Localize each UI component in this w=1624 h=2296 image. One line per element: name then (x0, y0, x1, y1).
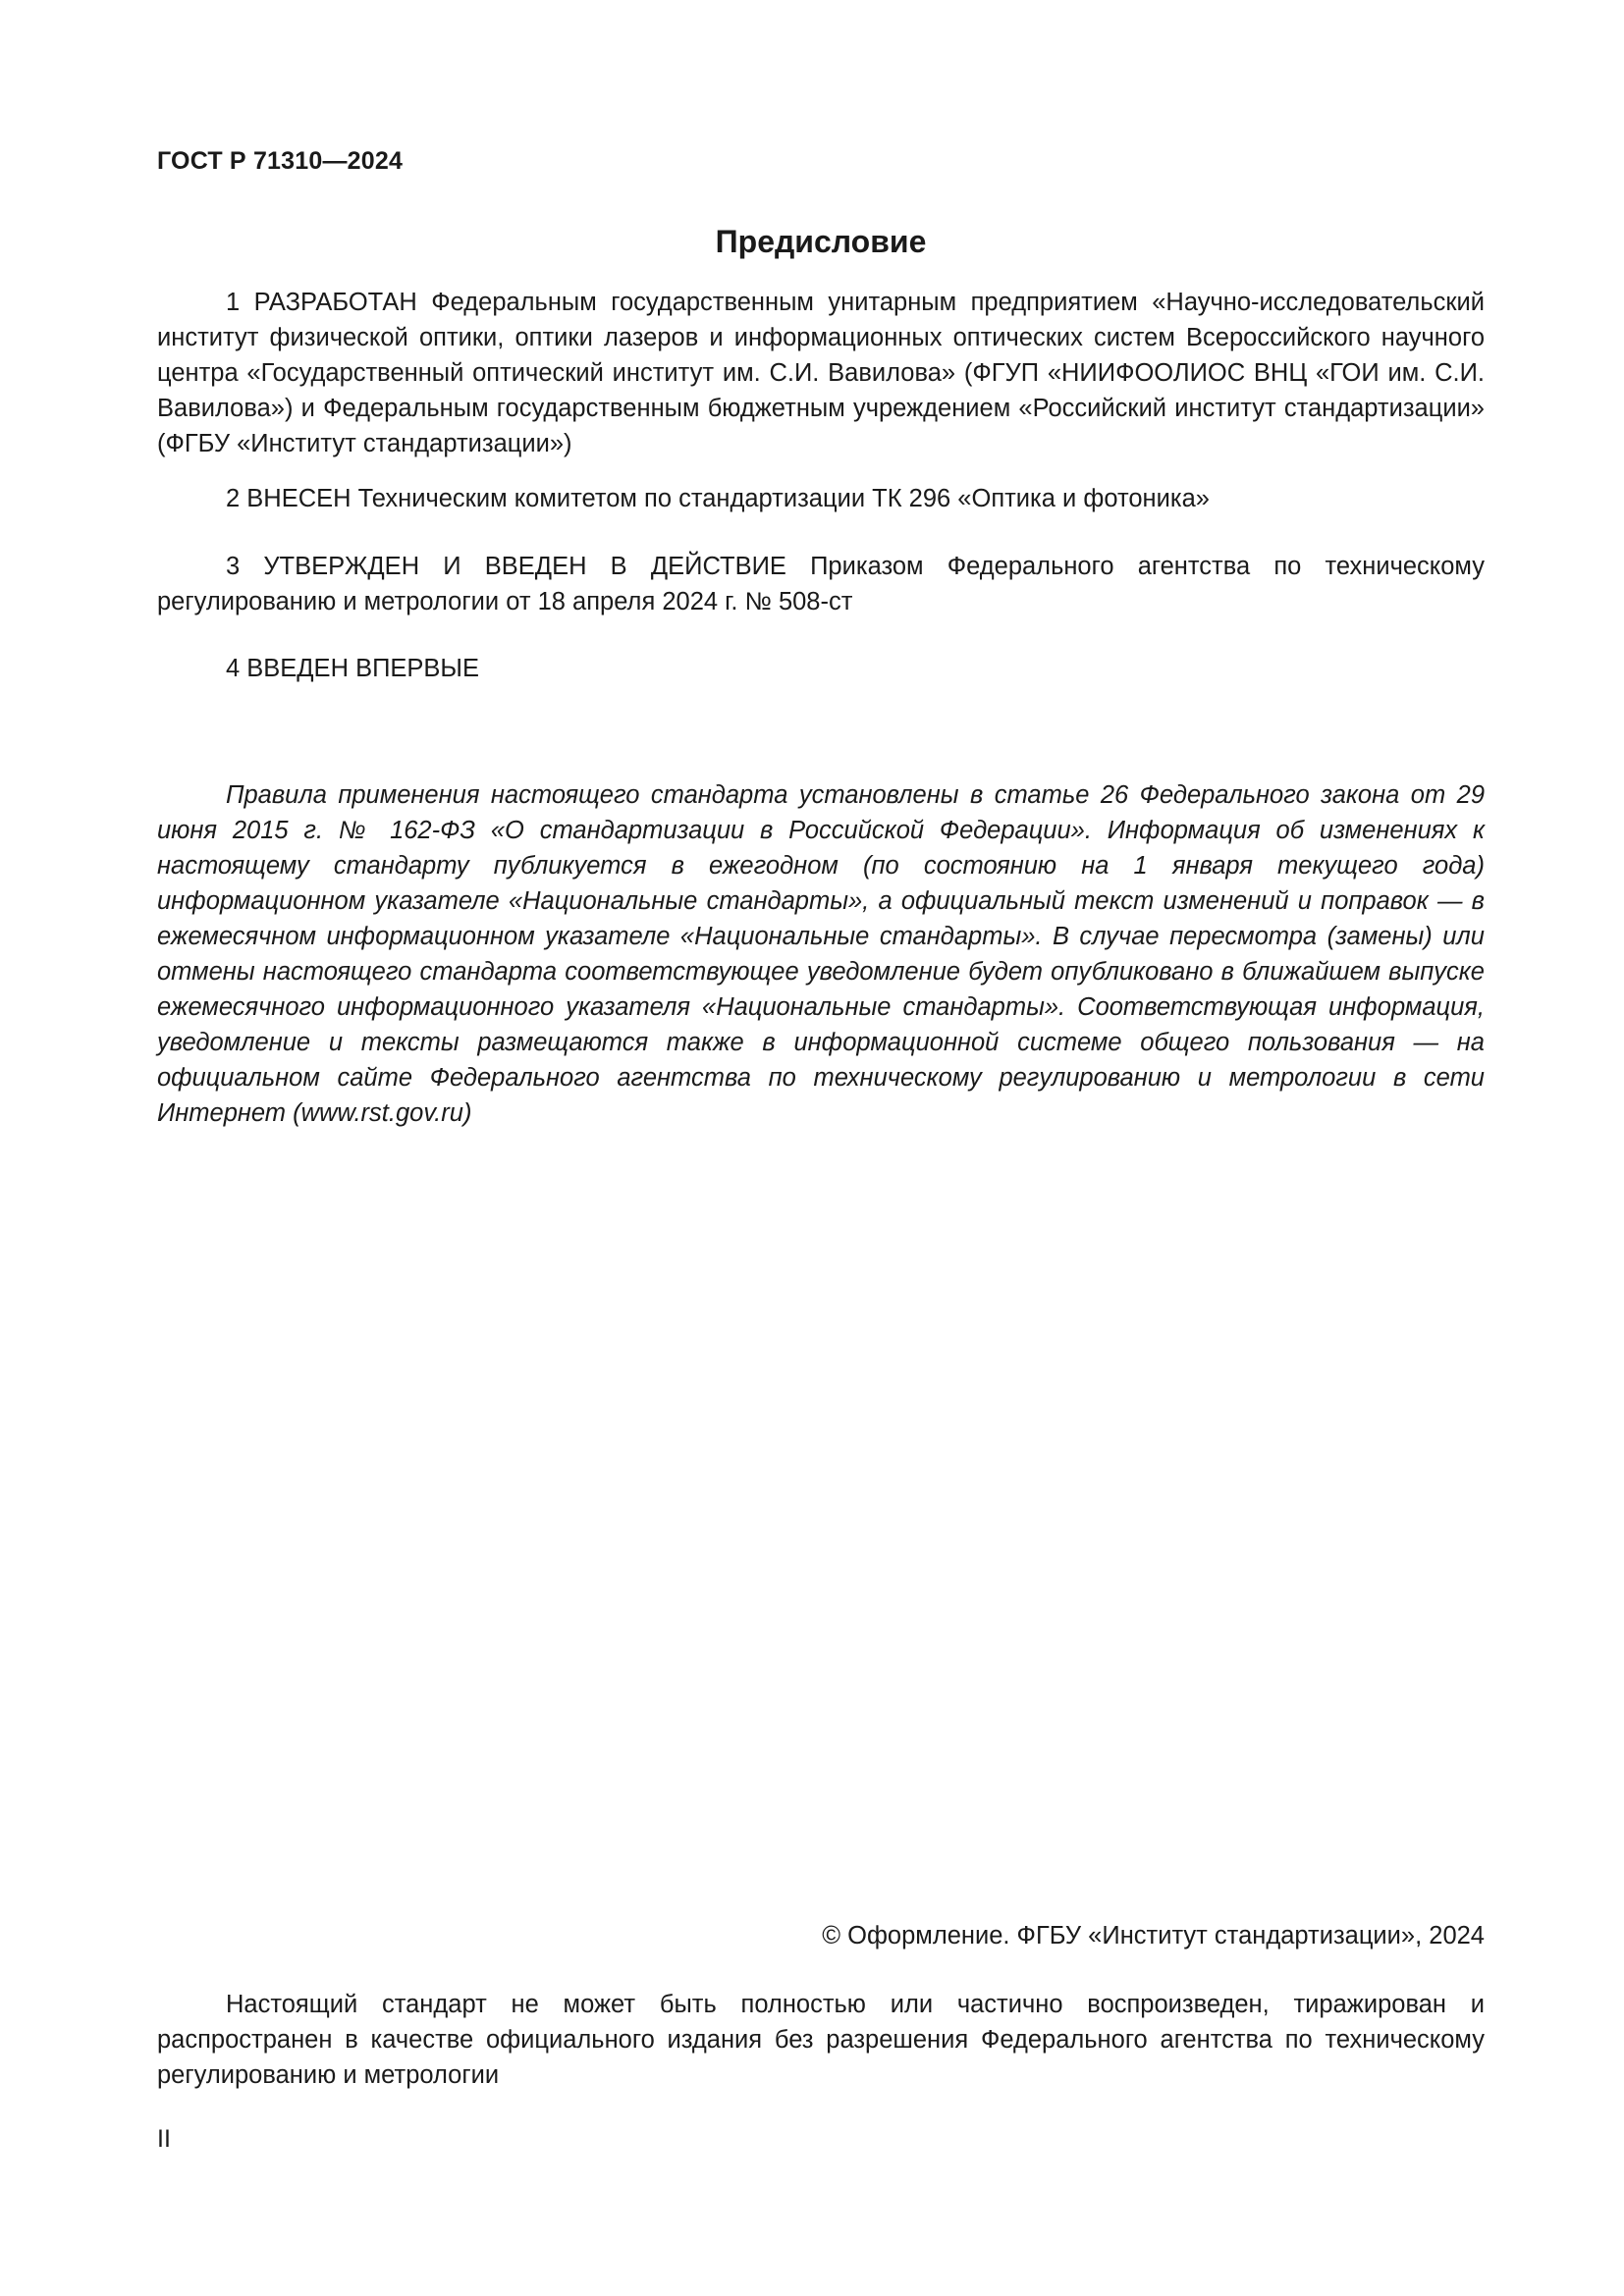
document-code: ГОСТ Р 71310—2024 (157, 147, 404, 175)
preface-item-1: 1 РАЗРАБОТАН Федеральным государственным унитарным предприятием «Научно-исследовательский институт физической оптики, оптики лазеров и информационных оптических систем Всероссийского научного центра «Государственный оптический институт им. С.И. Вавилова» (ФГУП «НИИФООЛИОС ВНЦ «ГОИ им. С.И. Вавилова») и Федеральным государственным бюджетным учреждением «Российский институт стандартизации» (ФГБУ «Институт стандартизации») (157, 289, 1485, 457)
preface-item-4: 4 ВВЕДЕН ВПЕРВЫЕ (226, 655, 480, 682)
page-number: II (157, 2125, 171, 2153)
reproduction-notice: Настоящий стандарт не может быть полностью или частично воспроизведен, тиражирован и распространен в качестве официального издания без разрешения Федерального агентства по техническому регулированию и метрологии (157, 1991, 1485, 2089)
preface-item-3: 3 УТВЕРЖДЕН И ВВЕДЕН В ДЕЙСТВИЕ Приказом Федерального агентства по техническому регулированию и метрологии от 18 апреля 2024 г. № 508-ст (157, 553, 1485, 615)
application-rules-notice: Правила применения настоящего стандарта установлены в статье 26 Федерального закона от 29 июня 2015 г. № 162-ФЗ «О стандартизации в Российской Федерации». Информация об изменениях к настоящему стандарту публикуется в ежегодном (по состоянию на 1 января текущего года) информационном указателе «Национальные стандарты», а официальный текст изменений и поправок — в ежемесячном информационном указателе «Национальные стандарты». В случае пересмотра (замены) или отмены настоящего стандарта соответствующее уведомление будет опубликовано в ближайшем выпуске ежемесячного информационного указателя «Национальные стандарты». Соответствующая информация, уведомление и тексты размещаются также в информационной системе общего пользования — на официальном сайте Федерального агентства по техническому регулированию и метрологии в сети Интернет (www.rst.gov.ru) (157, 781, 1485, 1127)
copyright-line: © Оформление. ФГБУ «Институт стандартизации», 2024 (822, 1922, 1485, 1949)
page-title: Предисловие (715, 224, 927, 259)
preface-item-2: 2 ВНЕСЕН Техническим комитетом по стандартизации ТК 296 «Оптика и фотоника» (226, 485, 1210, 512)
